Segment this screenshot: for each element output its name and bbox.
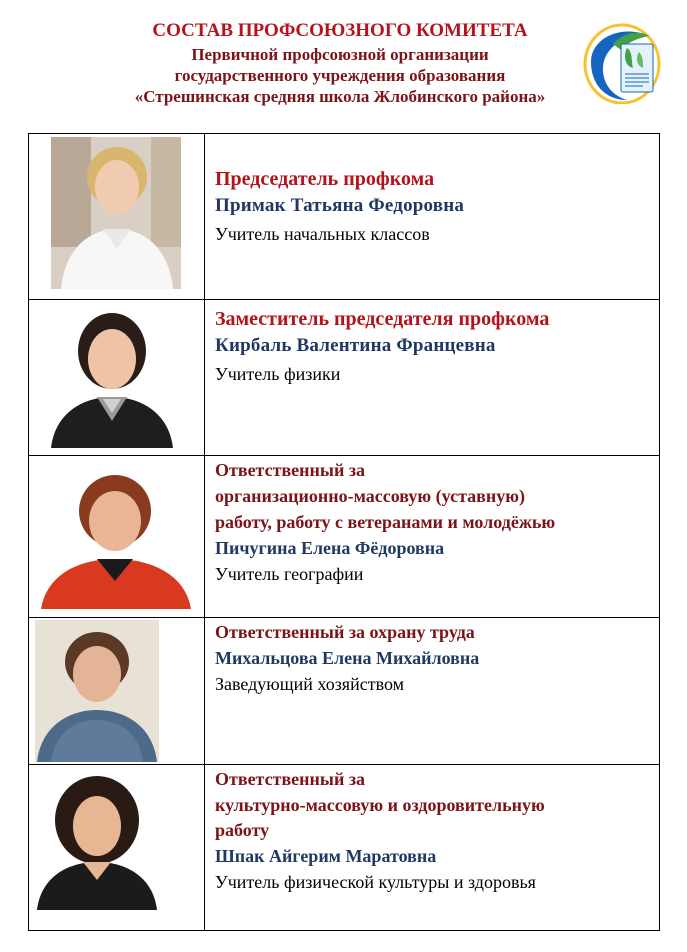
member-position: Заведующий хозяйством [215, 674, 404, 694]
subtitle-line-2: государственного учреждения образования [174, 66, 506, 85]
document-title: СОСТАВ ПРОФСОЮЗНОГО КОМИТЕТА [152, 20, 528, 41]
member-name: Примак Татьяна Федоровна [215, 195, 465, 216]
member-name: Пичугина Елена Фёдоровна [215, 538, 445, 558]
member-role: Заместитель председателя профкома [215, 308, 550, 330]
member-position: Учитель начальных классов [215, 224, 430, 244]
member-position: Учитель физики [215, 364, 341, 384]
photo-cell [29, 618, 205, 764]
photo-cell [29, 765, 205, 930]
member-role: работу [215, 820, 270, 840]
member-role: Ответственный за [215, 460, 366, 480]
member-name: Михальцова Елена Михайловна [215, 648, 480, 668]
table-row [29, 300, 659, 456]
member-name: Шпак Айгерим Маратовна [215, 846, 437, 866]
member-photo [35, 768, 159, 910]
member-photo [51, 137, 181, 289]
photo-cell [29, 300, 205, 455]
table-row [29, 618, 659, 765]
member-role: работу, работу с ветеранами и молодёжью [215, 512, 556, 532]
member-role: Ответственный за охрану труда [215, 622, 475, 642]
member-photo [47, 303, 177, 448]
member-role: Ответственный за [215, 769, 366, 789]
table-row [29, 765, 659, 930]
table-row [29, 134, 659, 300]
union-logo-icon [583, 22, 661, 104]
committee-table [28, 133, 660, 931]
subtitle-line-3: «Стрешинская средняя школа Жлобинского района» [134, 87, 546, 106]
table-row [29, 456, 659, 618]
member-position: Учитель географии [215, 564, 364, 584]
photo-cell [29, 456, 205, 617]
member-name: Кирбаль Валентина Францевна [215, 335, 496, 356]
member-role: организационно-массовую (уставную) [215, 486, 525, 506]
subtitle-line-1: Первичной профсоюзной организации [191, 45, 489, 64]
member-position: Учитель физической культуры и здоровья [215, 872, 536, 892]
photo-cell [29, 134, 205, 299]
member-photo [35, 620, 159, 762]
member-photo [35, 459, 199, 609]
member-role: Председатель профкома [215, 168, 435, 190]
member-role: культурно-массовую и оздоровительную [215, 795, 545, 815]
